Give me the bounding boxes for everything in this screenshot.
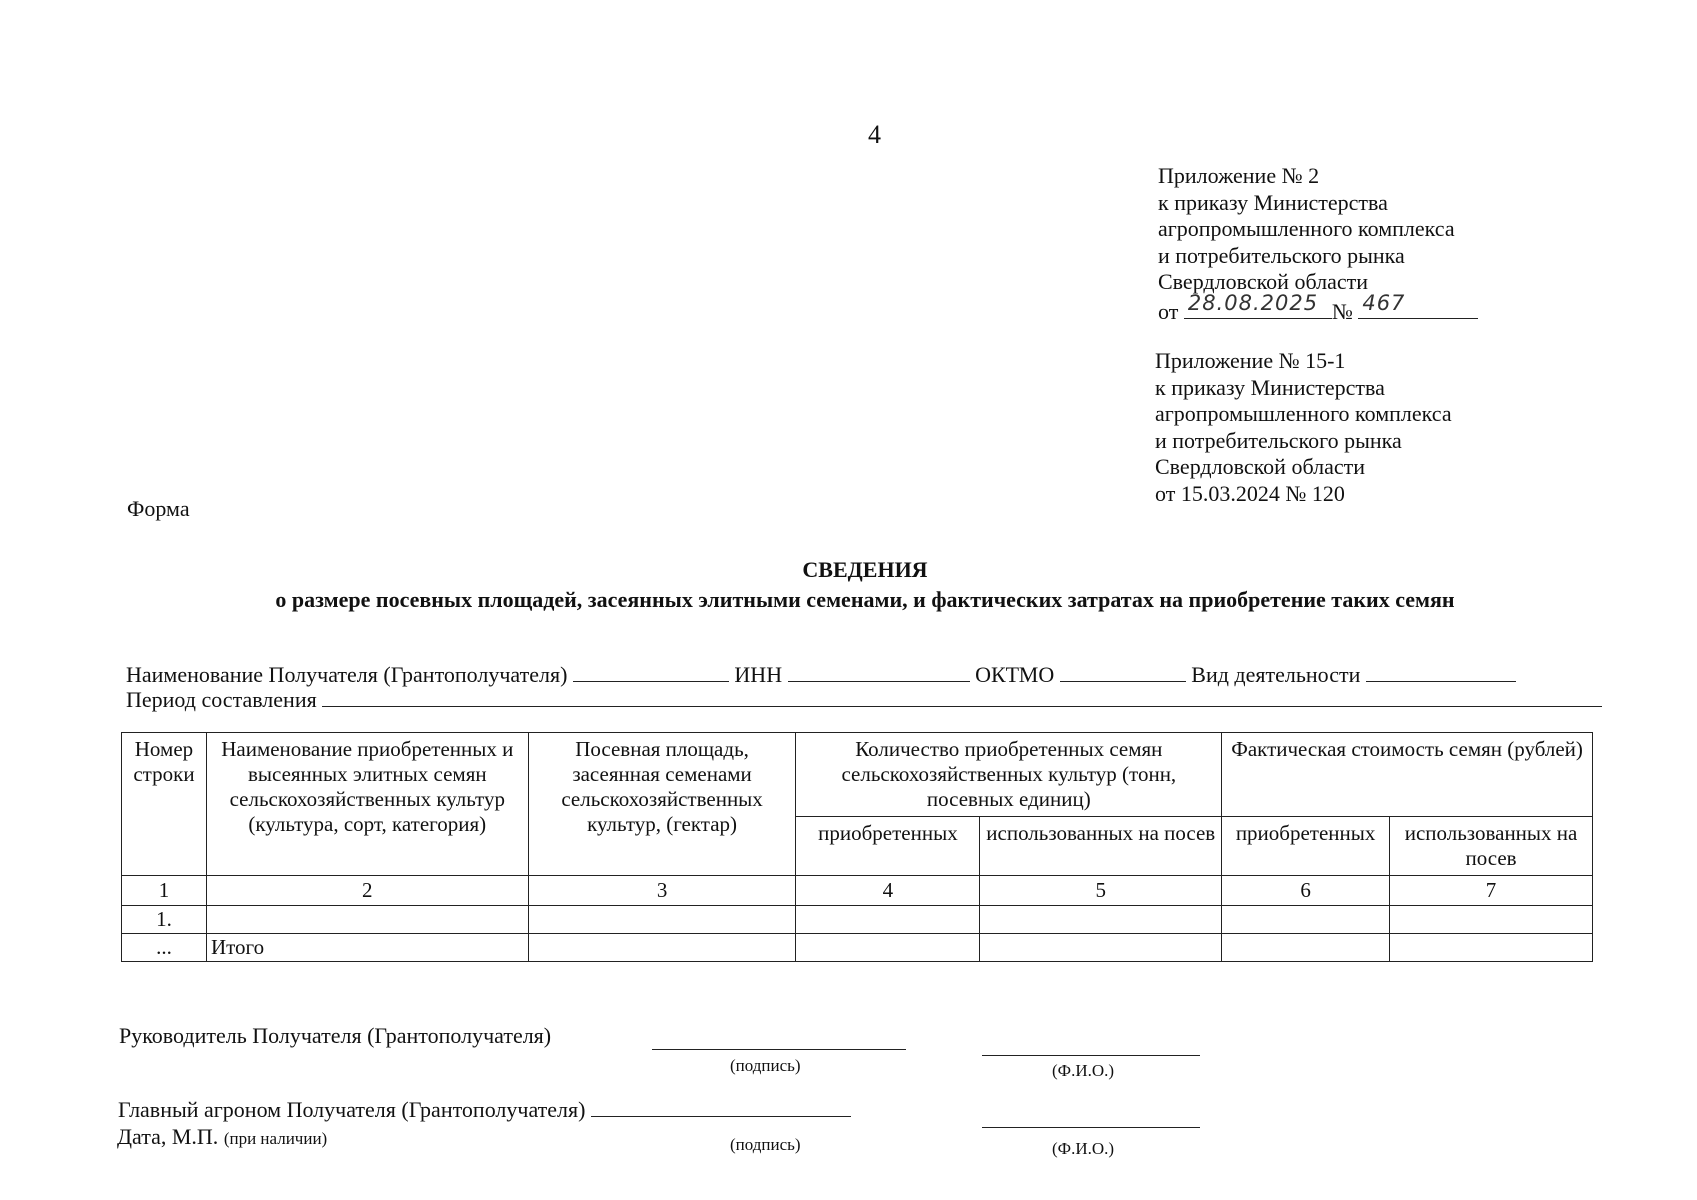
column-number: 6 xyxy=(1222,876,1390,906)
agronomist-fio-line[interactable] xyxy=(982,1127,1200,1128)
form-label: Форма xyxy=(127,496,190,521)
header-seed-name: Наименование приобретенных и высеянных элитных семян сельскохозяйственных культур (культура, сорт, категория) xyxy=(206,733,528,876)
row-number: ... xyxy=(122,934,207,962)
oktmo-label: ОКТМО xyxy=(975,662,1055,687)
annex-1-line: и потребительского рынка xyxy=(1158,242,1405,268)
area-cell[interactable] xyxy=(528,906,796,934)
row-number: 1. xyxy=(122,906,207,934)
header-cost-purchased: приобретенных xyxy=(1222,817,1390,876)
date-field xyxy=(1184,291,1332,319)
signature-caption: (подпись) xyxy=(730,1056,801,1075)
recipient-input-line[interactable] xyxy=(573,661,729,682)
signature-caption: (подпись) xyxy=(730,1135,801,1154)
annex-2-line: и потребительского рынка xyxy=(1155,427,1402,453)
annex-2-line: к приказу Министерства xyxy=(1155,374,1385,400)
annex-2-title: Приложение № 15-1 xyxy=(1155,348,1346,373)
handwritten-number: 467 xyxy=(1362,291,1406,315)
date-stamp-label: Дата, М.П. xyxy=(117,1124,219,1149)
annex-1-title: Приложение № 2 xyxy=(1158,163,1320,188)
agronomist-signature-line[interactable] xyxy=(591,1096,851,1117)
seed-name-cell[interactable] xyxy=(206,906,528,934)
cost-used-cell[interactable] xyxy=(1390,906,1593,934)
head-signature-label: Руководитель Получателя (Грантополучателя) xyxy=(119,1023,552,1048)
annex-1-line: Свердловской области xyxy=(1158,269,1368,294)
period-row xyxy=(126,686,1606,713)
number-field xyxy=(1358,291,1478,319)
annex-1-line: агропромышленного комплекса xyxy=(1158,216,1455,241)
handwritten-date: 28.08.2025 xyxy=(1187,291,1319,315)
document-subtitle: о размере посевных площадей, засеянных элитными семенами, и фактических затратах на приобретение таких семян xyxy=(275,587,1455,612)
annex-1-block xyxy=(1158,163,1478,325)
annex-2-line: Свердловской области xyxy=(1155,454,1365,479)
agronomist-label-text: Главный агроном Получателя (Грантополучателя) xyxy=(118,1097,586,1122)
recipient-fields-row xyxy=(126,661,1606,688)
total-label: Итого xyxy=(206,934,528,962)
date-stamp-note: (при наличии) xyxy=(223,1129,328,1148)
agronomist-signature-label xyxy=(118,1096,851,1123)
period-input-line[interactable] xyxy=(322,686,1602,707)
date-prefix: от xyxy=(1158,298,1179,324)
annex-2-line: агропромышленного комплекса xyxy=(1155,401,1452,426)
table-row-total xyxy=(122,934,1593,962)
recipient-label: Наименование Получателя (Грантополучателя) xyxy=(126,662,568,687)
table-header-row xyxy=(122,733,1593,817)
column-numbers-row xyxy=(122,876,1593,906)
activity-label: Вид деятельности xyxy=(1191,662,1361,687)
column-number: 7 xyxy=(1390,876,1593,906)
header-cost-used: использованных на посев xyxy=(1390,817,1593,876)
area-total-cell[interactable] xyxy=(528,934,796,962)
cost-purchased-total-cell[interactable] xyxy=(1222,934,1390,962)
cost-used-total-cell[interactable] xyxy=(1390,934,1593,962)
header-seed-cost: Фактическая стоимость семян (рублей) xyxy=(1222,733,1593,817)
header-sown-area: Посевная площадь, засеянная семенами сельскохозяйственных культур, (гектар) xyxy=(528,733,796,876)
fio-caption: (Ф.И.О.) xyxy=(1052,1139,1115,1158)
quantity-used-cell[interactable] xyxy=(980,906,1222,934)
page-number: 4 xyxy=(868,120,881,149)
head-fio-line[interactable] xyxy=(982,1055,1200,1056)
header-quantity-used: использованных на посев xyxy=(980,817,1222,876)
quantity-used-total-cell[interactable] xyxy=(980,934,1222,962)
inn-input-line[interactable] xyxy=(788,661,970,682)
annex-2-line: от 15.03.2024 № 120 xyxy=(1155,480,1345,506)
inn-label: ИНН xyxy=(734,662,783,687)
activity-input-line[interactable] xyxy=(1366,661,1516,682)
cost-purchased-cell[interactable] xyxy=(1222,906,1390,934)
annex-1-line: к приказу Министерства xyxy=(1158,189,1388,215)
fio-caption: (Ф.И.О.) xyxy=(1052,1061,1115,1080)
oktmo-input-line[interactable] xyxy=(1060,661,1186,682)
header-row-number: Номер строки xyxy=(122,733,207,876)
column-number: 1 xyxy=(122,876,207,906)
number-prefix: № xyxy=(1331,298,1353,324)
annex-2-block xyxy=(1155,348,1452,507)
quantity-purchased-total-cell[interactable] xyxy=(796,934,980,962)
annex-1-date-line xyxy=(1158,291,1478,326)
head-signature-line[interactable] xyxy=(652,1049,906,1050)
column-number: 5 xyxy=(980,876,1222,906)
header-quantity-purchased: приобретенных xyxy=(796,817,980,876)
table-row xyxy=(122,906,1593,934)
column-number: 4 xyxy=(796,876,980,906)
quantity-purchased-cell[interactable] xyxy=(796,906,980,934)
date-stamp-line xyxy=(117,1124,327,1150)
document-title: СВЕДЕНИЯ xyxy=(802,557,928,582)
column-number: 2 xyxy=(206,876,528,906)
period-label: Период составления xyxy=(126,687,317,712)
column-number: 3 xyxy=(528,876,796,906)
header-seed-quantity: Количество приобретенных семян сельскохозяйственных культур (тонн, посевных единиц) xyxy=(796,733,1222,817)
seeds-table xyxy=(121,732,1593,962)
